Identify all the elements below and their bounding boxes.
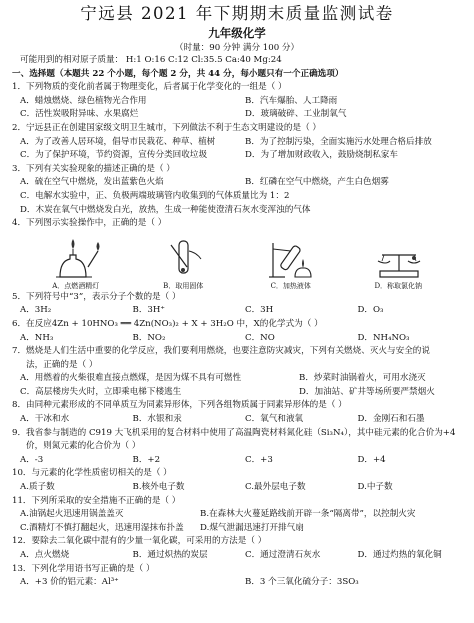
option-b: B．红磷在空气中燃烧，产生白色烟雾 <box>245 177 389 188</box>
option-d: D．+4 <box>357 454 386 465</box>
question-11-options-2 <box>12 522 462 536</box>
option-a: A.油锅起火迅速用锅盖盖灭 <box>20 509 124 520</box>
option-d: D.中子数 <box>357 482 393 493</box>
heating-liquid-icon <box>261 237 321 281</box>
question-2-options <box>12 136 462 150</box>
alcohol-lamp-icon <box>46 237 106 281</box>
option-c: C．3H <box>245 305 274 316</box>
option-d: D．O₃ <box>357 305 384 316</box>
question-4-figures <box>12 231 462 291</box>
option-b: B．炒菜时油锅着火，可用水浇灭 <box>299 373 426 384</box>
option-b: B．3H⁺ <box>132 305 165 316</box>
option-a: A．蜡烛燃烧、绿色植物光合作用 <box>20 95 147 106</box>
question-8: 8．由同种元素形成的不同单质互为同素异形体，下列各组物质属于同素异形体的是（ ） <box>12 400 347 411</box>
option-b: B．水银和汞 <box>132 414 182 425</box>
question-6-options <box>12 332 462 346</box>
option-a: A．点火燃烧 <box>20 550 70 560</box>
option-d: D.煤气泄漏迅速打开排气扇 <box>200 522 304 533</box>
option-a: A．+3 价的铝元素：Al³⁺ <box>20 577 119 588</box>
option-c: C．+3 <box>245 454 273 465</box>
figure-c <box>241 237 341 291</box>
option-b: B．为了控制污染，全面实施污水处理合格后排放 <box>245 136 432 147</box>
option-d: D．加油站、矿井等场所要严禁烟火 <box>299 386 435 397</box>
question-8-options <box>12 413 462 427</box>
question-7: 7．燃烧是人们生活中重要的化学反应，我们要利用燃烧，也要注意防灾减灾，下列有关燃烧、灭火与安全的说 <box>12 346 430 357</box>
option-a: A．干冰和水 <box>20 414 70 425</box>
question-9: 9．我省参与制造的 C919 大飞机采用的复合材料中使用了高温陶瓷材料氮化硅（Si₃N₄），其中硅元素的化合价为+4 <box>12 427 456 438</box>
atomic-mass-line: 可能用到的相对原子质量： H:1 O:16 C:12 Cl:35.5 Ca:40 Mg:24 <box>20 55 282 65</box>
question-4: 4．下列图示实验操作中，正确的是（ ） <box>12 218 167 229</box>
figure-b <box>133 237 233 291</box>
question-13-options <box>12 576 462 590</box>
question-12-options <box>12 549 462 563</box>
option-b: B．汽车爆胎、人工降雨 <box>245 95 338 106</box>
figure-a-caption: A．点燃酒精灯 <box>52 281 100 290</box>
page-subtitle: 九年级化学 <box>208 26 266 40</box>
option-d: D．玻璃破碎、工业制氧气 <box>245 109 347 120</box>
question-6: 6．在反应4Zn + 10HNO₃ ══ 4Zn(NO₃)₂ + X + 3H₂O 中，X的化学式为（ ） <box>12 318 323 329</box>
question-3-options <box>12 176 462 190</box>
question-1-options <box>12 95 462 109</box>
figure-d-caption: D．称取氯化钠 <box>374 281 423 290</box>
option-b: B．通过炽热的炭层 <box>132 550 208 560</box>
question-11-options <box>12 508 462 522</box>
question-2-options-2 <box>12 149 462 163</box>
option-a: A．-3 <box>20 454 44 465</box>
option-c: C．为了保护环境，节约资源，宣传分类回收垃圾 <box>20 150 208 161</box>
figure-d <box>348 237 448 291</box>
option-c: C.最外层电子数 <box>245 482 306 493</box>
question-3: 3．下列有关实验现象的描述正确的是（ ） <box>12 163 175 174</box>
question-7-options <box>12 372 462 386</box>
option-d: D．为了增加财政收入，鼓励烧制私家车 <box>245 150 398 161</box>
option-c: C.酒精灯不慎打翻起火，迅速用湿抹布扑盖 <box>20 522 184 533</box>
figure-c-caption: C．加热液体 <box>270 281 311 290</box>
option-b: B．3 个三氧化硫分子：3SO₃ <box>245 577 359 588</box>
question-11: 11．下列所采取的安全措施不正确的是（ ） <box>12 495 181 506</box>
balance-scale-icon <box>368 237 428 281</box>
question-1-options-2 <box>12 108 462 122</box>
option-c: C．活性炭吸附异味、水果腐烂 <box>20 109 139 120</box>
question-1: 1．下列物质的变化前者属于物理变化，后者属于化学变化的一组是（ ） <box>12 82 287 93</box>
option-c: C．氧气和液氧 <box>245 414 304 425</box>
question-7-options-2 <box>12 386 462 400</box>
option-a: A．用燃着的火柴很难直接点燃煤，是因为煤不具有可燃性 <box>20 373 242 384</box>
option-d: D．金刚石和石墨 <box>357 414 425 425</box>
option-a: A．NH₃ <box>20 332 54 343</box>
option-c: C．通过澄清石灰水 <box>245 550 321 560</box>
question-5-options <box>12 304 462 318</box>
figure-a <box>26 237 126 291</box>
option-a: A.质子数 <box>20 482 55 493</box>
question-10: 10．与元素的化学性质密切相关的是（ ） <box>12 468 172 479</box>
option-c: C．电解水实验中，正、负极两端玻璃管内收集到的气体质量比为 1：2 <box>20 190 290 201</box>
option-d: D．通过灼热的氧化铜 <box>357 550 442 560</box>
option-a: A．硫在空气中燃烧，发出蓝紫色火焰 <box>20 177 164 188</box>
option-c: C．NO <box>245 332 275 343</box>
section-heading: 一、选择题（本题共 22 个小题，每个题 2 分，共 44 分，每小题只有一个正确选项） <box>12 68 344 79</box>
option-d: D．NH₄NO₃ <box>357 332 410 343</box>
question-12: 12．要除去二氧化碳中混有的少量一氧化碳，可采用的方法是（ ） <box>12 536 267 547</box>
question-7-cont: 法，正确的是（ ） <box>26 359 98 370</box>
figure-b-caption: B．取用固体 <box>163 281 204 290</box>
option-d: D．木炭在氧气中燃烧发白光，放热，生成一种能使澄清石灰水变浑浊的气体 <box>20 204 311 215</box>
question-5: 5．下列符号中“3”，表示分子个数的是（ ） <box>12 291 181 302</box>
option-b: B．NO₂ <box>132 332 166 343</box>
option-c: C．高层楼房失火时，立即乘电梯下楼逃生 <box>20 386 182 397</box>
question-2: 2．宁远县正在创建国家级文明卫生城市，下列做法不利于生态文明建设的是（ ） <box>12 122 321 133</box>
question-10-options <box>12 481 462 495</box>
option-b: B．+2 <box>132 454 161 465</box>
exam-meta: （时量：90 分钟 满分 100 分） <box>174 43 300 53</box>
question-9-options <box>12 454 462 468</box>
option-b: B.核外电子数 <box>132 482 185 493</box>
question-13: 13．下列化学用语书写正确的是（ ） <box>12 563 155 574</box>
option-a: A．3H₂ <box>20 305 52 316</box>
page-title: 宁远县 2021 年下期期末质量监测试卷 <box>80 4 394 23</box>
question-9-cont: 价，则氮元素的化合价为（ ） <box>26 441 141 452</box>
test-tube-icon <box>153 237 213 281</box>
option-b: B.在森林大火蔓延路线前开辟一条“隔离带”，以控制火灾 <box>200 509 416 520</box>
option-a: A．为了改善人居环境，倡导市民栽花、种草、植树 <box>20 136 216 147</box>
